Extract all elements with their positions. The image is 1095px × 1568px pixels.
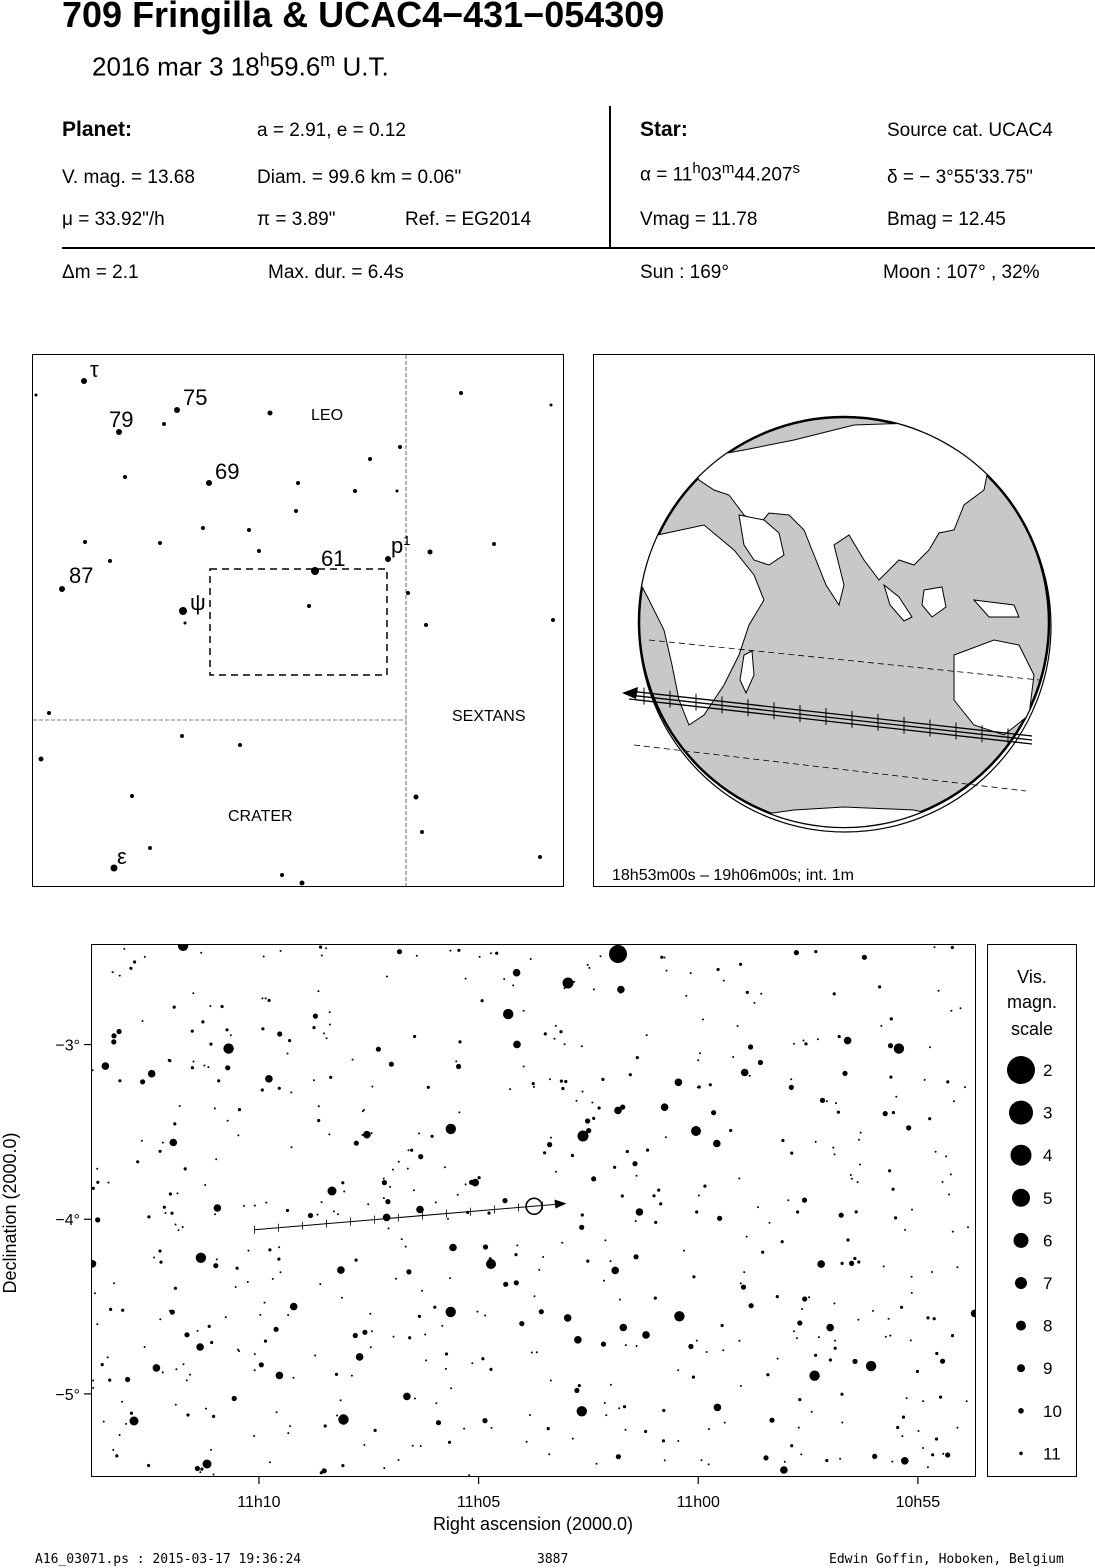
info-divider-vertical: [609, 106, 611, 248]
finder-star: [81, 378, 87, 384]
star-label-psi: ψ: [190, 590, 206, 615]
finder-star: [492, 542, 496, 546]
finder-star: [123, 475, 127, 479]
footer-file: A16_03071.ps : 2015-03-17 19:36:24: [35, 1552, 302, 1567]
y-axis-label: Declination (2000.0): [0, 1132, 20, 1294]
star-label: Star:: [640, 118, 688, 141]
planet-label: Planet:: [62, 118, 133, 141]
finder-star: [130, 794, 134, 798]
finder-star: [158, 541, 162, 545]
legend-title: Vis.: [1017, 967, 1047, 987]
x-axis-label: Right ascension (2000.0): [432, 1514, 634, 1534]
finder-star: [459, 391, 463, 395]
star-label-87: 87: [69, 563, 94, 588]
finder-chart: [32, 354, 564, 887]
legend-magnitude: 7: [1043, 1274, 1053, 1293]
legend-magnitude: 6: [1043, 1231, 1053, 1251]
finder-star: [280, 873, 284, 877]
moon-elongation: Moon : 107° , 32%: [883, 262, 1040, 283]
y-tick-label: −5°: [55, 1386, 80, 1404]
globe-canvas: [594, 355, 1094, 886]
legend-magnitude: 8: [1043, 1316, 1053, 1336]
magnitude-legend-canvas: [988, 945, 1076, 1476]
legend-magnitude: 10: [1043, 1401, 1062, 1421]
finder-star: [162, 422, 166, 426]
path-direction-arrow: [622, 687, 638, 699]
info-divider-horizontal: [62, 247, 1095, 249]
finder-star: [257, 549, 261, 553]
legend-magnitude: 9: [1043, 1359, 1053, 1379]
finder-star: [47, 711, 51, 715]
finder-star: [420, 830, 424, 834]
event-time: 2016 mar 3 18$^h$59.6$^m$ U.T.: [92, 50, 389, 82]
legend-dot: [1018, 1408, 1024, 1414]
star-label-69: 69: [215, 459, 240, 484]
y-tick-label: −3°: [55, 1037, 80, 1055]
finder-star: [35, 394, 38, 397]
magnitude-drop: Δm = 2.1: [62, 262, 139, 283]
finder-star: [307, 604, 311, 608]
star-label-p1: $p^1$: [391, 533, 411, 558]
legend-magnitude: 4: [1043, 1146, 1053, 1166]
orbit-reference: Ref. = EG2014: [405, 209, 532, 230]
constellation-label-leo: LEO: [311, 407, 344, 424]
finder-star: [201, 526, 205, 530]
finder-star: [424, 623, 428, 627]
star-label-tau: τ: [90, 357, 99, 382]
finder-star: [268, 411, 273, 416]
finder-star: [396, 490, 399, 493]
max-duration: Max. dur. = 6.4s: [268, 262, 404, 283]
star-vmag: Vmag = 11.78: [640, 209, 758, 230]
finder-star: [294, 509, 298, 513]
finder-star: [83, 540, 87, 544]
finder-star: [551, 618, 555, 622]
planet-vmag: V. mag. = 13.68: [62, 167, 195, 188]
finder-star: [148, 846, 152, 850]
constellation-label-sextans: SEXTANS: [452, 708, 526, 725]
legend-dot: [1007, 1056, 1035, 1084]
finder-star: [311, 567, 319, 575]
finder-star: [353, 489, 357, 493]
legend-dot: [1016, 1321, 1026, 1331]
finder-star: [538, 855, 542, 859]
x-tick-label: 10h55: [895, 1494, 941, 1511]
legend-magnitude: 2: [1043, 1061, 1053, 1080]
finder-star: [39, 757, 44, 762]
legend-dot: [1012, 1189, 1030, 1207]
x-tick-label: 11h10: [237, 1494, 281, 1511]
source-catalog: Source cat. UCAC4: [887, 120, 1053, 141]
chart-axes: [0, 930, 1095, 1540]
legend-dot: [1009, 1101, 1033, 1125]
finder-star: [174, 407, 180, 413]
finder-stars: [35, 378, 556, 886]
globe-time-caption: 18h53m00s – 19h06m00s; int. 1m: [612, 867, 854, 884]
finder-star: [206, 480, 212, 486]
finder-star: [238, 743, 242, 747]
legend-dot: [1017, 1364, 1025, 1372]
star-bmag: Bmag = 12.45: [887, 209, 1006, 230]
detail-field-frame: [210, 569, 387, 675]
star-ra: $\alpha = 11^h03^m44.207^s$: [640, 160, 800, 186]
x-tick-label: 11h05: [456, 1494, 501, 1511]
finder-star: [247, 528, 251, 532]
legend-magnitude: 5: [1043, 1188, 1053, 1208]
star-dec: δ = − 3°55'33.75": [887, 167, 1033, 188]
magnitude-legend: [987, 944, 1077, 1477]
constellation-label-crater: CRATER: [228, 808, 293, 825]
y-tick-label: −4°: [55, 1212, 80, 1230]
page-title: 709 Fringilla & UCAC4−431−054309: [62, 0, 665, 35]
finder-star: [414, 795, 419, 800]
footer-number: 3887: [537, 1552, 569, 1567]
globe-panel: [593, 354, 1095, 887]
legend-dot: [1011, 1145, 1032, 1166]
finder-star: [184, 622, 187, 625]
finder-star: [59, 586, 65, 592]
finder-chart-canvas: [33, 355, 563, 886]
finder-star: [428, 550, 433, 555]
finder-star: [300, 881, 305, 886]
star-label-75: 75: [183, 385, 208, 410]
legend-dot: [1019, 1452, 1023, 1456]
x-tick-label: 11h00: [676, 1494, 720, 1511]
legend-magnitude: 11: [1043, 1444, 1061, 1464]
legend-dot: [1014, 1233, 1029, 1248]
finder-star: [550, 404, 553, 407]
planet-diameter: Diam. = 99.6 km = 0.06": [257, 167, 462, 188]
legend-title: magn.: [1006, 992, 1058, 1012]
legend-magnitude: 3: [1043, 1103, 1053, 1123]
footer-author: Edwin Goffin, Hoboken, Belgium: [829, 1552, 1064, 1567]
finder-star: [406, 591, 410, 595]
finder-star: [179, 607, 187, 615]
orbit-elements: a = 2.91, e = 0.12: [257, 120, 406, 141]
finder-star: [398, 445, 402, 449]
planet-parallax: π = 3.89": [257, 209, 336, 230]
finder-star: [296, 481, 300, 485]
star-label-79: 79: [109, 407, 134, 432]
finder-star: [108, 559, 112, 563]
finder-star: [180, 734, 184, 738]
finder-star: [368, 457, 372, 461]
legend-title: scale: [1010, 1019, 1054, 1039]
star-label-epsilon: ε: [117, 844, 127, 869]
star-label-61: 61: [321, 546, 346, 571]
legend-dot: [1015, 1277, 1027, 1289]
planet-motion: μ = 33.92"/h: [62, 209, 165, 230]
sun-elongation: Sun : 169°: [640, 262, 729, 283]
